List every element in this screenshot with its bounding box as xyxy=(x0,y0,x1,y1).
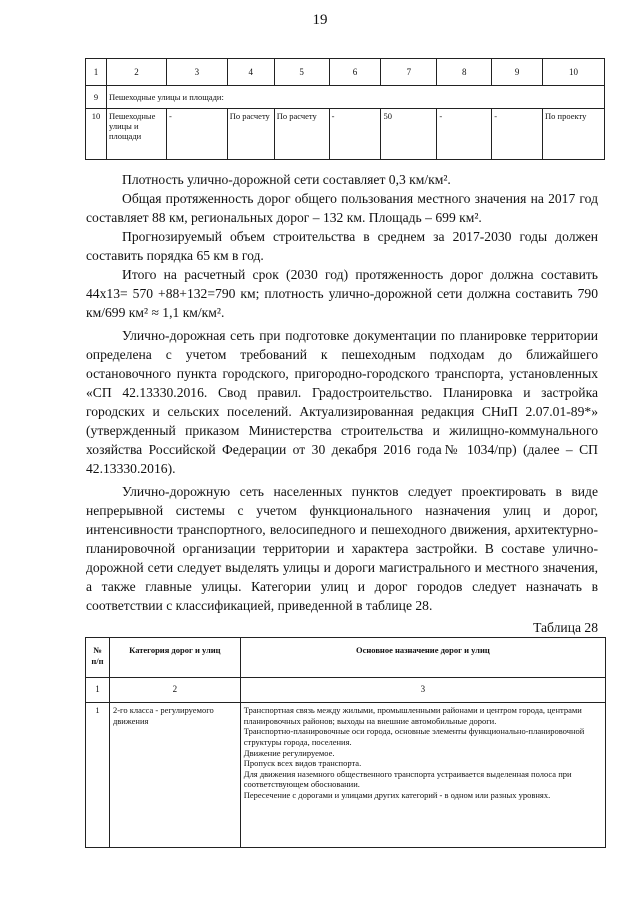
col-number: 2 xyxy=(109,678,240,703)
paragraph: Плотность улично-дорожной сети составляет 0,3 км/км². xyxy=(122,172,451,187)
purpose-line: Транспортная связь между жилыми, промышленными районами и центром города, центрами планировочных районов; выходы на внешние автомобильные дороги. xyxy=(243,705,582,726)
row-number: 1 xyxy=(86,703,110,848)
col-number: 3 xyxy=(166,59,227,86)
header-cell: Категория дорог и улиц xyxy=(109,638,240,678)
table-cell: - xyxy=(166,109,227,160)
top-table xyxy=(85,58,605,160)
paragraph: Прогнозируемый объем строительства в среднем за 2017-2030 годы должен составить порядка 65 км в год. xyxy=(86,229,598,263)
header-cell: № п/п xyxy=(86,638,110,678)
col-number: 3 xyxy=(240,678,605,703)
table-row xyxy=(86,109,605,160)
col-number: 8 xyxy=(437,59,492,86)
col-number: 1 xyxy=(86,59,107,86)
table-cell: - xyxy=(437,109,492,160)
section-label: Пешеходные улицы и площади: xyxy=(106,86,604,109)
purpose-line: Транспортно-планировочные оси города, основные элементы функционально-планировочной структуры города, поселения. xyxy=(243,726,585,747)
table-cell: - xyxy=(329,109,381,160)
table-row xyxy=(86,703,606,848)
col-number: 10 xyxy=(543,59,605,86)
col-number: 4 xyxy=(227,59,274,86)
table-section-row xyxy=(86,86,605,109)
page-number: 19 xyxy=(312,12,328,28)
table-cell: Пешеходные улицы и площади xyxy=(106,109,166,160)
col-number: 2 xyxy=(106,59,166,86)
table-cell: По проекту xyxy=(543,109,605,160)
table-cell: 50 xyxy=(381,109,437,160)
section-number: 9 xyxy=(86,86,107,109)
table-cell: По расчету xyxy=(274,109,329,160)
purpose-line: Пропуск всех видов транспорта. xyxy=(243,758,362,769)
table-cell: 10 xyxy=(86,109,107,160)
table-header-row xyxy=(86,638,606,678)
purpose-line: Пересечение с дорогами и улицами других категорий - в одном или разных уровнях. xyxy=(243,790,551,800)
purpose-cell xyxy=(240,703,605,848)
header-cell: Основное назначение дорог и улиц xyxy=(240,638,605,678)
table-header-row xyxy=(86,59,605,86)
paragraph: Общая протяженность дорог общего пользования местного значения на 2017 год составляет 88 км, региональных дорог – 132 км. Площадь – 699 км². xyxy=(86,191,598,225)
table-caption: Таблица 28 xyxy=(533,620,598,635)
table-cell: По расчету xyxy=(227,109,274,160)
column-number-row xyxy=(86,678,606,703)
purpose-line: Для движения наземного общественного транспорта устраивается выделенная полоса при соответствующем обосновании. xyxy=(243,768,572,790)
col-number: 9 xyxy=(492,59,543,86)
paragraph: Итого на расчетный срок (2030 год) протяженность дорог должна составить 44х13= 570 +88+132=790 км; плотность улично-дорожной сети должна составить 790 км/699 км² ≈ 1,1 км/км². xyxy=(86,267,598,320)
purpose-line: Движение регулируемое. xyxy=(243,747,335,758)
paragraph: Улично-дорожную сеть населенных пунктов следует проектировать в виде непрерывной системы с учетом функционального назначения улиц и дорог, интенсивности транспортного, велосипедного и пешеходного движения, архитектурно-планировочной организации территории и характера застройки. В составе улично-дорожной сети следует выделять улицы и дороги магистрального и местного значения, а также главные улицы. Категории улиц и дорог городов следует назначать в соответствии с классификацией, приведенной в таблице 28. xyxy=(86,484,598,613)
classification-table xyxy=(85,637,606,848)
col-number: 7 xyxy=(381,59,437,86)
col-number: 1 xyxy=(86,678,110,703)
col-number: 6 xyxy=(329,59,381,86)
col-number: 5 xyxy=(274,59,329,86)
paragraph: Улично-дорожная сеть при подготовке документации по планировке территории определена с учетом требований к пешеходным подходам до ближайшего остановочного пункта городского, пригородно-городского транспорта, установленных «СП 42.13330.2016. Свод правил. Градостроительство. Планировка и застройка городских и сельских поселений. Актуализированная редакция СНиП 2.07.01-89*» (утвержденный приказом Министерства строительства и жилищно-коммунального хозяйства Российской Федерации от 30 декабря 2016 года№ 1034/пр) (далее – СП 42.13330.2016). xyxy=(86,328,598,476)
table-cell: - xyxy=(492,109,543,160)
body-text xyxy=(86,170,598,615)
category-cell: 2-го класса - регулируемого движения xyxy=(109,703,240,848)
